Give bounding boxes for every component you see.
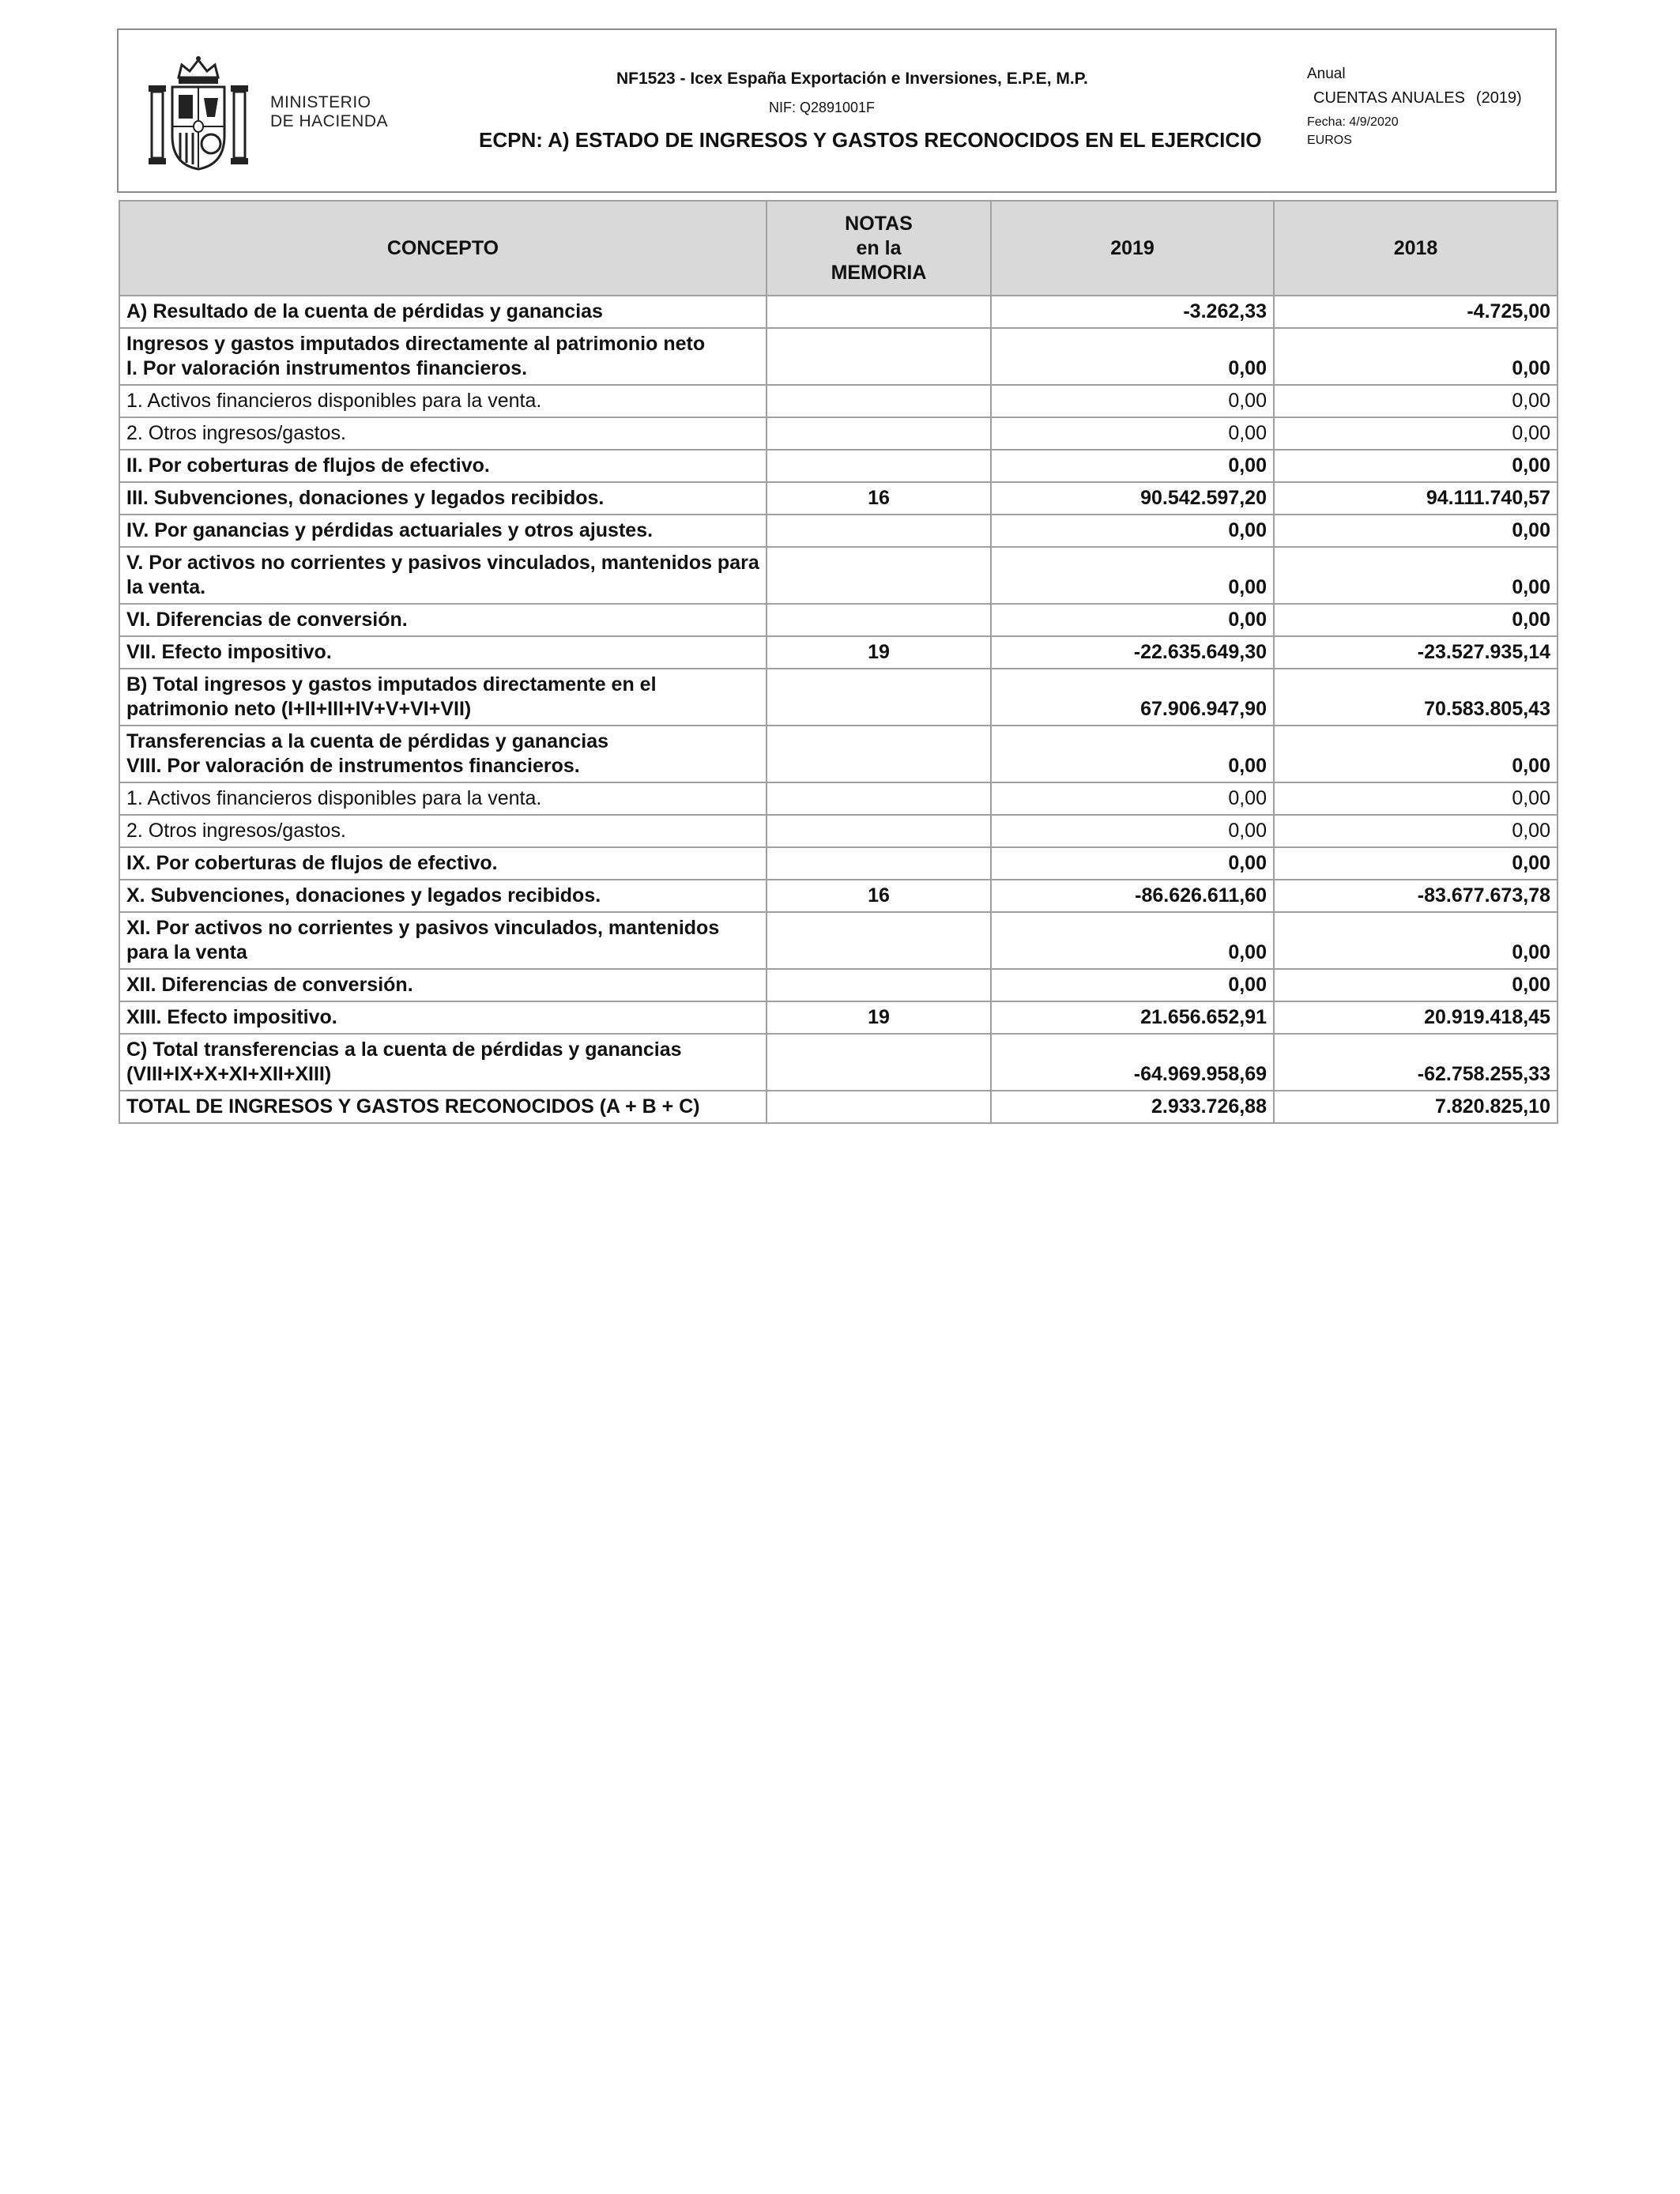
row-note	[767, 782, 991, 815]
table-row	[119, 815, 1558, 847]
table-row	[119, 547, 1558, 604]
row-concept: B) Total ingresos y gastos imputados directamente en el patrimonio neto (I+II+III+IV+V+VI+VII)	[119, 669, 767, 726]
row-value-2018: 20.919.418,45	[1274, 1001, 1558, 1034]
row-value-2019: 0,00	[991, 417, 1274, 450]
table-row	[119, 1001, 1558, 1034]
row-note	[767, 912, 991, 969]
row-note: 19	[767, 1001, 991, 1034]
row-value-2019: 0,00	[991, 912, 1274, 969]
report-accounts: CUENTAS ANUALES (2019)	[1313, 89, 1522, 107]
row-value-2019: 0,00	[991, 726, 1274, 782]
table-row	[119, 669, 1558, 726]
table-row	[119, 1091, 1558, 1123]
table-header-row	[119, 201, 1558, 296]
row-value-2018: 0,00	[1274, 847, 1558, 880]
row-value-2019: -86.626.611,60	[991, 880, 1274, 912]
row-value-2019: 67.906.947,90	[991, 669, 1274, 726]
header-concept: CONCEPTO	[119, 201, 767, 296]
row-concept: TOTAL DE INGRESOS Y GASTOS RECONOCIDOS (A + B + C)	[119, 1091, 767, 1123]
row-concept: II. Por coberturas de flujos de efectivo.	[119, 450, 767, 482]
row-note	[767, 385, 991, 417]
row-value-2018: 0,00	[1274, 515, 1558, 547]
row-value-2018: 0,00	[1274, 969, 1558, 1001]
row-value-2019: 0,00	[991, 385, 1274, 417]
report-meta	[1307, 63, 1552, 149]
row-note	[767, 847, 991, 880]
row-concept: 2. Otros ingresos/gastos.	[119, 815, 767, 847]
row-concept: V. Por activos no corrientes y pasivos vinculados, mantenidos para la venta.	[119, 547, 767, 604]
row-concept: 1. Activos financieros disponibles para la venta.	[119, 385, 767, 417]
table-row	[119, 482, 1558, 515]
row-concept: VI. Diferencias de conversión.	[119, 604, 767, 636]
row-value-2018: 0,00	[1274, 815, 1558, 847]
row-value-2018: -83.677.673,78	[1274, 880, 1558, 912]
row-value-2019: 0,00	[991, 969, 1274, 1001]
row-note: 19	[767, 636, 991, 669]
row-note	[767, 450, 991, 482]
header-2018: 2018	[1274, 201, 1558, 296]
header-notes: NOTAS en la MEMORIA	[767, 201, 991, 296]
row-concept: XIII. Efecto impositivo.	[119, 1001, 767, 1034]
row-concept: A) Resultado de la cuenta de pérdidas y ganancias	[119, 296, 767, 328]
row-note	[767, 328, 991, 385]
row-value-2019: -64.969.958,69	[991, 1034, 1274, 1091]
table-row	[119, 726, 1558, 782]
row-note	[767, 1034, 991, 1091]
entity-name: NF1523 - Icex España Exportación e Inversiones, E.P.E, M.P.	[616, 70, 1088, 88]
row-concept: C) Total transferencias a la cuenta de pérdidas y ganancias (VIII+IX+X+XI+XII+XIII)	[119, 1034, 767, 1091]
row-note	[767, 969, 991, 1001]
row-value-2019: 2.933.726,88	[991, 1091, 1274, 1123]
row-note	[767, 515, 991, 547]
row-note	[767, 726, 991, 782]
row-concept: VII. Efecto impositivo.	[119, 636, 767, 669]
row-value-2019: 90.542.597,20	[991, 482, 1274, 515]
row-note: 16	[767, 482, 991, 515]
table-row	[119, 385, 1558, 417]
row-note	[767, 417, 991, 450]
row-value-2018: 0,00	[1274, 450, 1558, 482]
report-title: ECPN: A) ESTADO DE INGRESOS Y GASTOS RECONOCIDOS EN EL EJERCICIO	[479, 128, 1262, 152]
row-note	[767, 815, 991, 847]
report-header	[117, 28, 1557, 193]
row-note	[767, 296, 991, 328]
row-value-2018: 0,00	[1274, 782, 1558, 815]
header-2019: 2019	[991, 201, 1274, 296]
table-row	[119, 417, 1558, 450]
row-concept: X. Subvenciones, donaciones y legados recibidos.	[119, 880, 767, 912]
row-note	[767, 547, 991, 604]
row-value-2019: -22.635.649,30	[991, 636, 1274, 669]
table-row	[119, 782, 1558, 815]
row-value-2019: 0,00	[991, 782, 1274, 815]
row-value-2018: 70.583.805,43	[1274, 669, 1558, 726]
report-date: Fecha: 4/9/2020	[1307, 115, 1399, 129]
row-value-2019: -3.262,33	[991, 296, 1274, 328]
table-row	[119, 450, 1558, 482]
coat-of-arms-icon	[147, 54, 250, 172]
table-row	[119, 969, 1558, 1001]
row-value-2019: 0,00	[991, 604, 1274, 636]
table-row	[119, 1034, 1558, 1091]
table-row	[119, 296, 1558, 328]
row-concept: XII. Diferencias de conversión.	[119, 969, 767, 1001]
row-value-2018: 0,00	[1274, 417, 1558, 450]
row-value-2019: 0,00	[991, 547, 1274, 604]
table-row	[119, 328, 1558, 385]
row-concept: IV. Por ganancias y pérdidas actuariales y otros ajustes.	[119, 515, 767, 547]
table-row	[119, 604, 1558, 636]
ministry-logo-text: MINISTERIO DE HACIENDA	[270, 93, 389, 130]
table-row	[119, 912, 1558, 969]
row-value-2019: 0,00	[991, 450, 1274, 482]
row-value-2019: 21.656.652,91	[991, 1001, 1274, 1034]
row-value-2018: -23.527.935,14	[1274, 636, 1558, 669]
table-row	[119, 515, 1558, 547]
row-concept: III. Subvenciones, donaciones y legados recibidos.	[119, 482, 767, 515]
entity-nif: NIF: Q2891001F	[768, 100, 876, 115]
row-value-2018: 0,00	[1274, 604, 1558, 636]
row-value-2018: 0,00	[1274, 547, 1558, 604]
table-row	[119, 847, 1558, 880]
row-value-2019: 0,00	[991, 328, 1274, 385]
row-concept: 1. Activos financieros disponibles para la venta.	[119, 782, 767, 815]
row-concept: IX. Por coberturas de flujos de efectivo.	[119, 847, 767, 880]
row-value-2018: 0,00	[1274, 726, 1558, 782]
row-note	[767, 669, 991, 726]
row-value-2018: -4.725,00	[1274, 296, 1558, 328]
row-concept: Ingresos y gastos imputados directamente al patrimonio neto I. Por valoración instrumentos financieros.	[119, 328, 767, 385]
row-value-2019: 0,00	[991, 815, 1274, 847]
income-expense-table	[119, 200, 1558, 1124]
row-value-2018: 0,00	[1274, 328, 1558, 385]
row-concept: XI. Por activos no corrientes y pasivos vinculados, mantenidos para la venta	[119, 912, 767, 969]
row-value-2018: 0,00	[1274, 385, 1558, 417]
row-value-2018: 7.820.825,10	[1274, 1091, 1558, 1123]
table-row	[119, 636, 1558, 669]
report-period: Anual	[1307, 66, 1346, 82]
row-value-2018: 94.111.740,57	[1274, 482, 1558, 515]
row-value-2019: 0,00	[991, 847, 1274, 880]
report-currency: EUROS	[1307, 134, 1352, 147]
row-note	[767, 604, 991, 636]
row-note	[767, 1091, 991, 1123]
row-value-2018: -62.758.255,33	[1274, 1034, 1558, 1091]
row-concept: Transferencias a la cuenta de pérdidas y ganancias VIII. Por valoración de instrumentos financieros.	[119, 726, 767, 782]
row-concept: 2. Otros ingresos/gastos.	[119, 417, 767, 450]
row-note: 16	[767, 880, 991, 912]
row-value-2018: 0,00	[1274, 912, 1558, 969]
row-value-2019: 0,00	[991, 515, 1274, 547]
table-row	[119, 880, 1558, 912]
